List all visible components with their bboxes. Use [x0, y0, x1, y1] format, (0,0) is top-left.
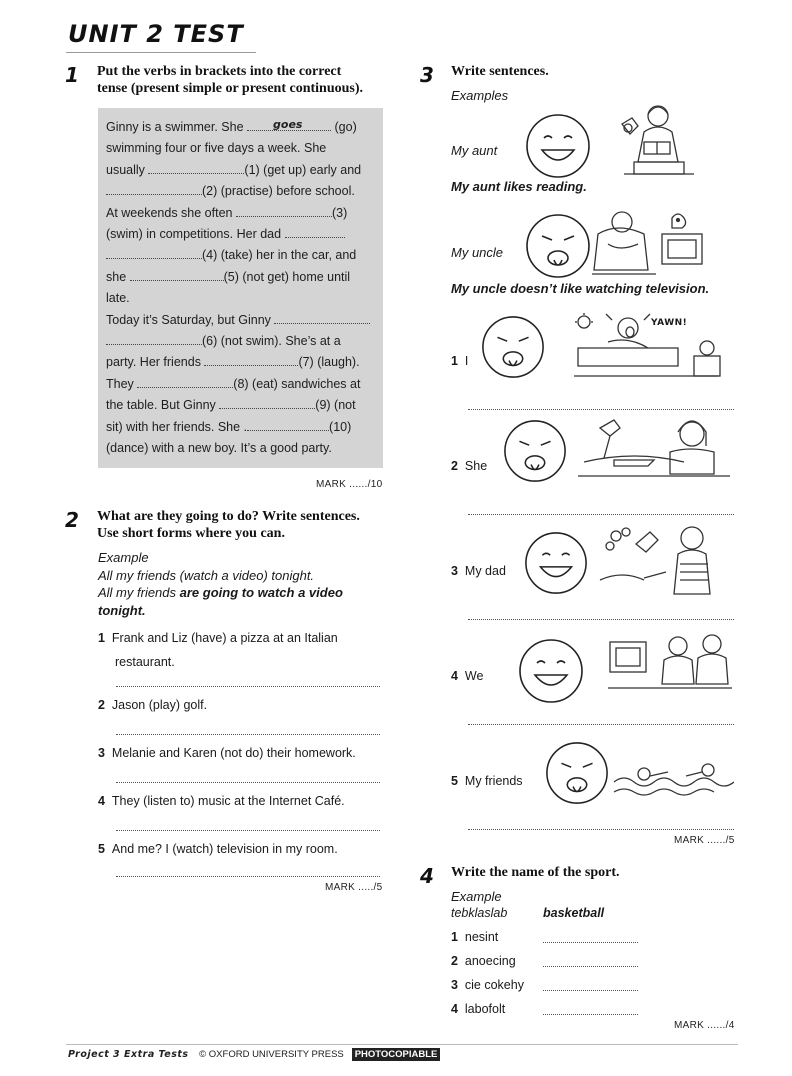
q1-example-answer: goes — [273, 118, 303, 131]
q3-ex2-answer: My uncle doesn’t like watching television. — [451, 281, 710, 296]
q4-answer-line-1[interactable] — [543, 942, 638, 943]
happy-face-icon — [517, 637, 585, 705]
q2-item-text: Frank and Liz (have) a pizza at an Italian — [111, 631, 338, 645]
q3-answer-line-4[interactable] — [468, 724, 734, 725]
q3-answer-line-2[interactable] — [468, 514, 734, 515]
q4-number: 4 — [420, 864, 434, 888]
footer-copyright: © OXFORD UNIVERSITY PRESS — [199, 1049, 344, 1060]
q2-item — [98, 698, 207, 712]
q2-answer-line-5[interactable] — [116, 876, 380, 877]
q2-heading-line2: Use short forms where you can. — [97, 526, 285, 541]
q1-blank-6[interactable] — [106, 333, 202, 345]
swimming-friends-picture — [610, 752, 734, 800]
q4-item-1: 1 nesint — [451, 930, 499, 944]
q2-example-answer: All my friends are going to watch a video — [98, 585, 343, 600]
footer-rule — [66, 1044, 738, 1045]
q2-example-answer-cont: tonight. — [98, 602, 146, 618]
q1-line: (swim) in competitions. Her dad — [106, 224, 378, 245]
q4-answer-line-4[interactable] — [543, 1014, 638, 1015]
q4-item-3: 3 cie cokehy — [451, 978, 524, 992]
q3-number: 3 — [420, 63, 434, 87]
cooking-dad-picture — [596, 524, 722, 598]
q2-item-text: And me? I (watch) television in my room. — [111, 842, 338, 856]
q3-mark: MARK ....../5 — [674, 835, 735, 846]
q4-example-answer: basketball — [543, 906, 605, 920]
q4-answer-line-2[interactable] — [543, 966, 638, 967]
q3-item-5: 5 My friends — [451, 774, 523, 788]
q3-item-4: 4 We — [451, 669, 484, 683]
q2-answer-line-3[interactable] — [116, 782, 380, 783]
q1-line: sit) with her friends. She . (10) — [106, 419, 352, 434]
q4-item-2: 2 anoecing — [451, 954, 516, 968]
q4-mark: MARK ....../4 — [674, 1020, 735, 1031]
q1-line: party. Her friends (7) (laugh). — [106, 355, 360, 370]
q3-item-1: 1 I — [451, 354, 469, 368]
q1-line: usually (1) (get up) early and — [106, 162, 362, 177]
q2-item-text-cont: restaurant. — [115, 655, 175, 669]
q3-ex1-subject: My aunt — [451, 143, 498, 158]
q1-line: (dance) with a new boy. It’s a good party. — [106, 441, 332, 456]
q1-line: They (8) (eat) sandwiches at — [106, 376, 361, 391]
q1-paragraph — [106, 117, 378, 460]
q2-item-text: Melanie and Karen (not do) their homework. — [111, 746, 356, 760]
q1-blank-example[interactable] — [247, 119, 331, 131]
q2-item-text: Jason (play) golf. — [111, 698, 208, 712]
q4-example-label: Example — [451, 889, 502, 904]
q1-heading — [97, 63, 397, 97]
q1-line: (2) (practise) before school. — [106, 181, 378, 202]
q1-line: Today it’s Saturday, but Ginny — [106, 310, 378, 331]
q2-answer-line-1[interactable] — [116, 686, 380, 687]
q3-ex2-subject: My uncle — [451, 245, 504, 260]
q2-answer-line-4[interactable] — [116, 830, 380, 831]
q1-blank-10[interactable] — [247, 419, 329, 431]
footer-series: Project 3 Extra Tests — [68, 1049, 189, 1060]
disgusted-face-icon — [544, 740, 610, 806]
disgusted-face-icon — [524, 212, 592, 280]
q1-blank-1[interactable] — [148, 162, 244, 174]
q4-example-word: tebklaslab — [451, 906, 508, 920]
q4-answer-line-3[interactable] — [543, 990, 638, 991]
q1-blank-2[interactable] — [106, 183, 202, 195]
q1-line: the table. But Ginny (9) (not — [106, 398, 356, 413]
q3-item-2: 2 She — [451, 459, 488, 473]
q1-blank-4a[interactable] — [285, 226, 345, 238]
watching-tv-together-picture — [606, 632, 734, 694]
q1-mark: MARK ....../10 — [316, 479, 383, 490]
yawning-in-bed-picture — [568, 312, 730, 384]
q1-blank-6a[interactable] — [274, 312, 370, 324]
q2-item-number: 5 — [98, 842, 105, 856]
q2-example-prompt: All my friends (watch a video) tonight. — [98, 567, 315, 583]
uncle-watching-tv-picture — [588, 204, 708, 280]
q1-line: (6) (not swim). She’s at a — [106, 331, 378, 352]
q4-item-4: 4 labofolt — [451, 1002, 506, 1016]
title-rule — [66, 52, 256, 53]
q1-blank-9[interactable] — [219, 397, 315, 409]
q2-heading-line1: What are they going to do? Write sentences. — [97, 509, 360, 524]
q3-yawn-text: YAWN! — [651, 318, 688, 328]
q1-line: (4) (take) her in the car, and — [106, 245, 378, 266]
happy-face-icon — [523, 530, 589, 596]
q1-line: Ginny is a swimmer. She goes (go) — [106, 117, 378, 138]
q1-blank-3[interactable] — [236, 205, 332, 217]
q3-heading: Write sentences. — [451, 64, 549, 79]
q1-line: late. — [106, 291, 130, 306]
disgusted-face-icon — [502, 418, 568, 484]
q3-ex1-answer: My aunt likes reading. — [451, 179, 587, 194]
page-title: UNIT 2 TEST — [68, 20, 244, 48]
q1-blank-5[interactable] — [130, 269, 224, 281]
q2-item — [98, 842, 338, 856]
photocopiable-badge: PHOTOCOPIABLE — [352, 1048, 441, 1061]
q3-item-3: 3 My dad — [451, 564, 506, 578]
happy-face-icon — [524, 112, 592, 180]
q1-number: 1 — [65, 63, 79, 87]
reading-aunt-picture — [614, 102, 702, 178]
q2-item-number: 3 — [98, 746, 105, 760]
q2-item-number: 1 — [98, 631, 105, 645]
q1-line: At weekends she often (3) — [106, 205, 348, 220]
q2-item-number: 2 — [98, 698, 105, 712]
q2-item-number: 4 — [98, 794, 105, 808]
q3-answer-line-3[interactable] — [468, 619, 734, 620]
q2-item-text: They (listen to) music at the Internet Café. — [111, 794, 345, 808]
q3-examples-label: Examples — [451, 88, 509, 103]
q1-line: she (5) (not get) home until — [106, 269, 351, 284]
q3-answer-line-1[interactable] — [468, 409, 734, 410]
q1-line: swimming four or five days a week. She — [106, 141, 327, 156]
q1-blank-7[interactable] — [204, 354, 298, 366]
q2-example — [98, 549, 388, 619]
q2-item — [98, 794, 345, 808]
footer — [68, 1049, 440, 1060]
q4-heading: Write the name of the sport. — [451, 865, 620, 880]
q2-answer-line-2[interactable] — [116, 734, 380, 735]
q1-heading-line2: tense (present simple or present continuous). — [97, 81, 363, 96]
q1-heading-line1: Put the verbs in brackets into the correct — [97, 64, 342, 79]
q2-example-label: Example — [98, 550, 149, 565]
disgusted-face-icon — [480, 314, 546, 380]
q2-heading — [97, 508, 397, 542]
q2-item — [98, 626, 383, 674]
q2-number: 2 — [65, 508, 79, 532]
q2-mark: MARK ...../5 — [325, 882, 383, 893]
studying-girl-picture — [574, 414, 734, 488]
q1-blank-4[interactable] — [106, 247, 202, 259]
q2-item — [98, 746, 356, 760]
q3-answer-line-5[interactable] — [468, 829, 734, 830]
q1-blank-8[interactable] — [137, 376, 233, 388]
